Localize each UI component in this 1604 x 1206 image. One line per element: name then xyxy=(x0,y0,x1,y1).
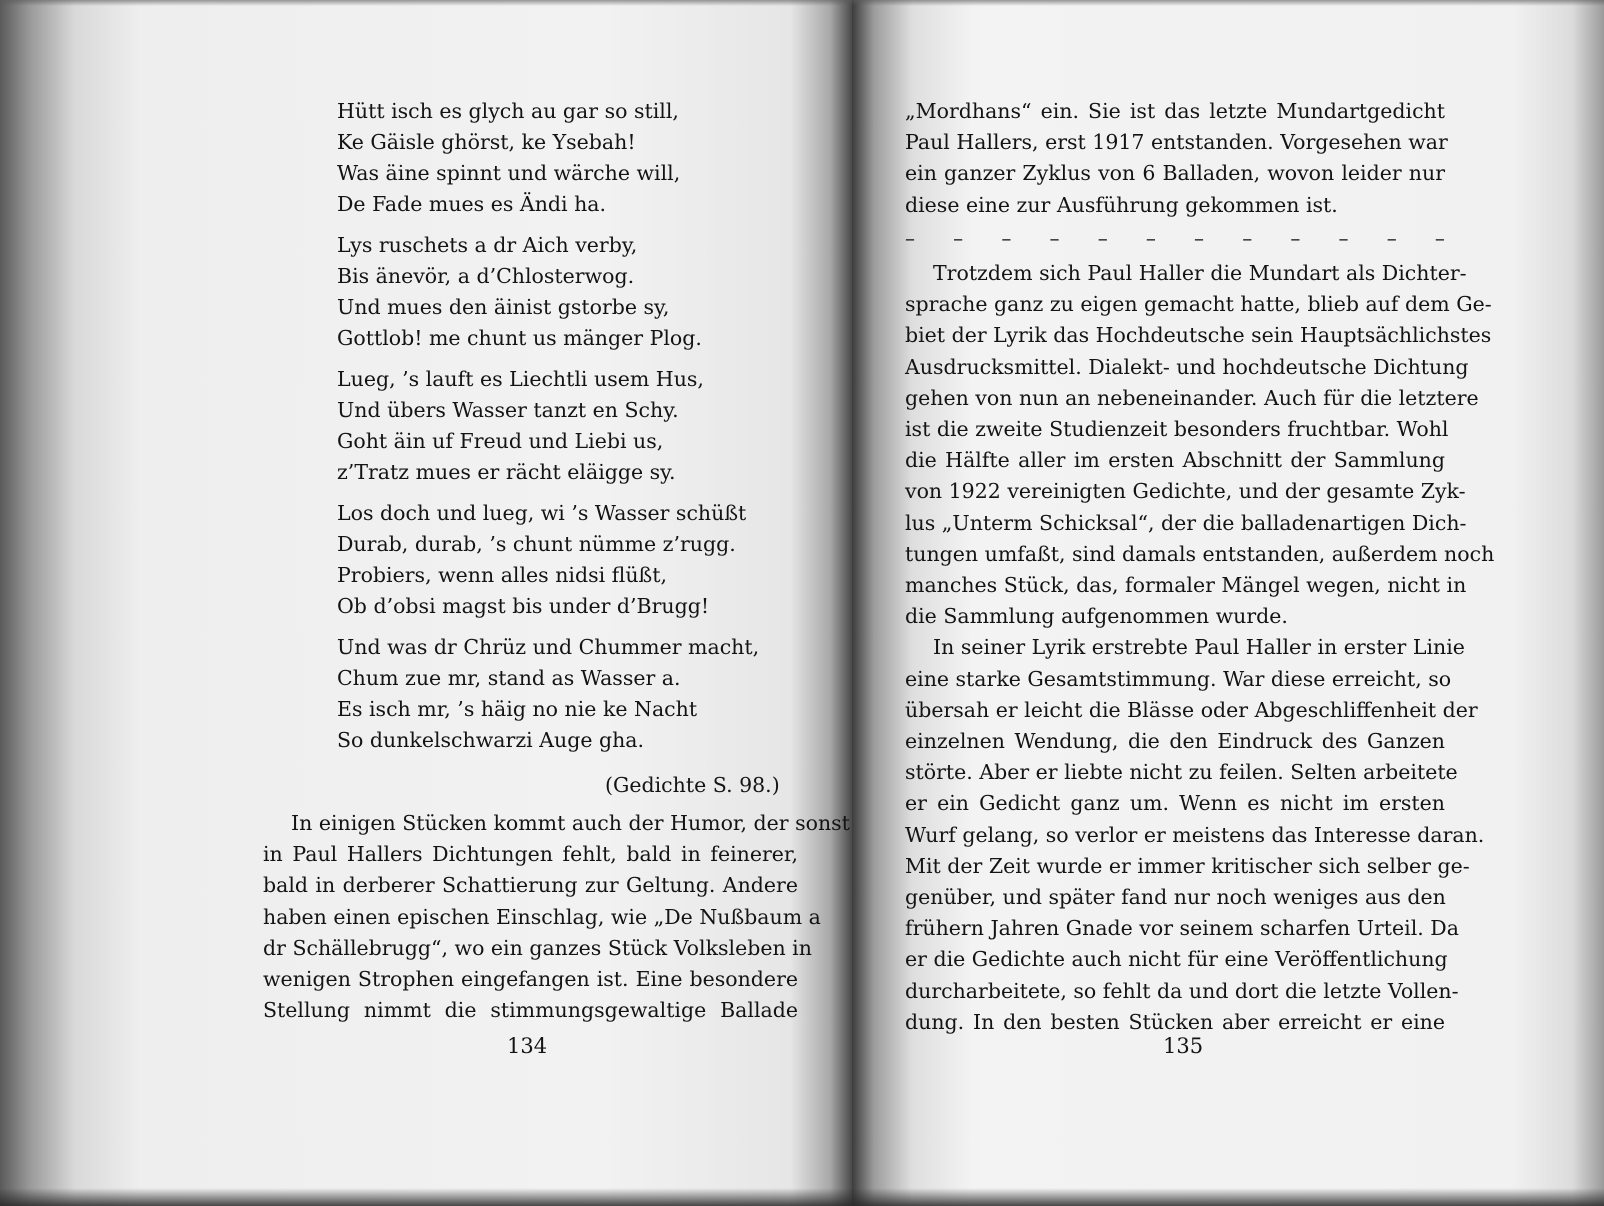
poem-stanza xyxy=(337,632,797,756)
text-line: lus „Unterm Schicksal“, der die balladenartigen Dich- xyxy=(905,510,1467,535)
poem-line: Es isch mr, ’s häig no nie ke Nacht xyxy=(337,697,698,721)
text-line: durcharbeitete, so fehlt da und dort die letzte Vollen- xyxy=(905,978,1459,1003)
text-line: In seiner Lyrik erstrebte Paul Haller in erster Linie xyxy=(933,635,1465,660)
separator-dash: – xyxy=(1097,226,1108,250)
poem-line: Ke Gäisle ghörst, ke Ysebah! xyxy=(337,130,636,154)
text-line: die Sammlung aufgenommen wurde. xyxy=(905,604,1288,629)
left-paragraph xyxy=(263,808,850,1026)
text-line: diese eine zur Ausführung gekommen ist. xyxy=(905,192,1338,217)
text-line: eine starke Gesamtstimmung. War diese erreicht, so xyxy=(905,666,1452,691)
separator-dash: – xyxy=(1049,226,1060,250)
paragraph xyxy=(905,632,1485,1038)
section-separator xyxy=(905,226,1445,250)
page-number: 135 xyxy=(1163,1034,1204,1058)
poem xyxy=(337,96,797,766)
text-line: dr Schällebrugg“, wo ein ganzes Stück Volksleben in xyxy=(263,935,812,960)
text-line: frühern Jahren Gnade vor seinem scharfen Urteil. Da xyxy=(905,916,1459,941)
paragraph xyxy=(905,258,1495,632)
poem-line: De Fade mues es Ändi ha. xyxy=(337,192,607,216)
separator-dash: – xyxy=(1290,226,1301,250)
text-line: in Paul Hallers Dichtungen fehlt, bald in feinerer, xyxy=(263,842,798,867)
text-line: Trotzdem sich Paul Haller die Mundart als Dichter- xyxy=(933,261,1467,285)
poem-line: Lys ruschets a dr Aich verby, xyxy=(337,233,638,257)
text-line: tungen umfaßt, sind damals entstanden, außerdem noch xyxy=(905,541,1495,566)
poem-attribution: (Gedichte S. 98.) xyxy=(605,773,780,797)
text-line: Ausdrucksmittel. Dialekt- und hochdeutsche Dichtung xyxy=(905,354,1469,379)
poem-line: Chum zue mr, stand as Wasser a. xyxy=(337,666,681,690)
text-line: bald in derberer Schattierung zur Geltung. Andere xyxy=(263,873,798,898)
text-line: wenigen Strophen eingefangen ist. Eine besondere xyxy=(263,967,798,992)
text-line: genüber, und später fand nur noch weniges aus den xyxy=(905,885,1446,910)
text-line: In einigen Stücken kommt auch der Humor, der sonst xyxy=(291,811,850,835)
poem-line: Und was dr Chrüz und Chummer macht, xyxy=(337,635,760,659)
text-line: Paul Hallers, erst 1917 entstanden. Vorgesehen war xyxy=(905,130,1448,155)
text-line: er ein Gedicht ganz um. Wenn es nicht im ersten xyxy=(905,791,1445,816)
separator-dash: – xyxy=(1338,226,1349,250)
bottom-edge-shadow xyxy=(0,1188,1604,1206)
text-line: die Hälfte aller im ersten Abschnitt der Sammlung xyxy=(905,448,1445,473)
poem-stanza xyxy=(337,498,797,622)
poem-line: Durab, durab, ’s chunt nümme z’rugg. xyxy=(337,532,736,556)
text-line: gehen von nun an nebeneinander. Auch für die letztere xyxy=(905,385,1479,410)
poem-line: Gottlob! me chunt us mänger Plog. xyxy=(337,326,702,350)
poem-stanza xyxy=(337,96,797,220)
poem-line: Probiers, wenn alles nidsi flüßt, xyxy=(337,563,668,587)
text-line: haben einen epischen Einschlag, wie „De Nußbaum a xyxy=(263,904,821,929)
poem-stanza xyxy=(337,364,797,488)
separator-dash: – xyxy=(1145,226,1156,250)
text-line: er die Gedichte auch nicht für eine Veröffentlichung xyxy=(905,947,1448,972)
text-line: störte. Aber er liebte nicht zu feilen. Selten arbeitete xyxy=(905,760,1458,785)
text-line: biet der Lyrik das Hochdeutsche sein Hauptsächlichstes xyxy=(905,323,1492,348)
text-line: dung. In den besten Stücken aber erreicht er eine xyxy=(905,1009,1445,1034)
text-line: Wurf gelang, so verlor er meistens das Interesse daran. xyxy=(905,822,1485,847)
text-line: „Mordhans“ ein. Sie ist das letzte Mundartgedicht xyxy=(905,99,1445,123)
poem-line: z’Tratz mues er rächt eläigge sy. xyxy=(337,460,676,484)
poem-line: Ob d’obsi magst bis under d’Brugg! xyxy=(337,594,710,618)
separator-dash: – xyxy=(1194,226,1205,250)
poem-line: Lueg, ’s lauft es Liechtli usem Hus, xyxy=(337,367,704,391)
separator-dash: – xyxy=(905,226,915,250)
poem-line: Und übers Wasser tanzt en Schy. xyxy=(337,398,679,422)
poem-stanza xyxy=(337,230,797,354)
top-edge-shadow xyxy=(0,0,1604,6)
poem-line: Goht äin uf Freud und Liebi us, xyxy=(337,429,664,453)
poem-line: Und mues den äinist gstorbe sy, xyxy=(337,295,670,319)
right-main-text xyxy=(905,258,1495,1038)
separator-dash: – xyxy=(1242,226,1253,250)
poem-line: Los doch und lueg, wi ’s Wasser schüßt xyxy=(337,501,747,525)
right-top-paragraph xyxy=(905,96,1448,221)
text-line: von 1922 vereinigten Gedichte, und der gesamte Zyk- xyxy=(905,479,1466,504)
separator-dash: – xyxy=(1434,226,1445,250)
text-line: ein ganzer Zyklus von 6 Balladen, wovon leider nur xyxy=(905,161,1445,186)
poem-line: Bis änevör, a d’Chlosterwog. xyxy=(337,264,635,288)
separator-dash: – xyxy=(1386,226,1397,250)
separator-dash: – xyxy=(1001,226,1012,250)
text-line: sprache ganz zu eigen gemacht hatte, blieb auf dem Ge- xyxy=(905,292,1492,317)
page-number: 134 xyxy=(507,1034,548,1058)
poem-line: Was äine spinnt und wärche will, xyxy=(337,161,681,185)
text-line: Stellung nimmt die stimmungsgewaltige Ballade xyxy=(263,998,798,1023)
text-line: übersah er leicht die Blässe oder Abgeschliffenheit der xyxy=(905,697,1478,722)
text-line: manches Stück, das, formaler Mängel wegen, nicht in xyxy=(905,573,1467,598)
poem-line: So dunkelschwarzi Auge gha. xyxy=(337,728,645,752)
text-line: Mit der Zeit wurde er immer kritischer sich selber ge- xyxy=(905,853,1470,878)
separator-dash: – xyxy=(953,226,964,250)
poem-line: Hütt isch es glych au gar so still, xyxy=(337,99,679,123)
text-line: einzelnen Wendung, die den Eindruck des Ganzen xyxy=(905,729,1445,754)
text-line: ist die zweite Studienzeit besonders fruchtbar. Wohl xyxy=(905,417,1449,442)
